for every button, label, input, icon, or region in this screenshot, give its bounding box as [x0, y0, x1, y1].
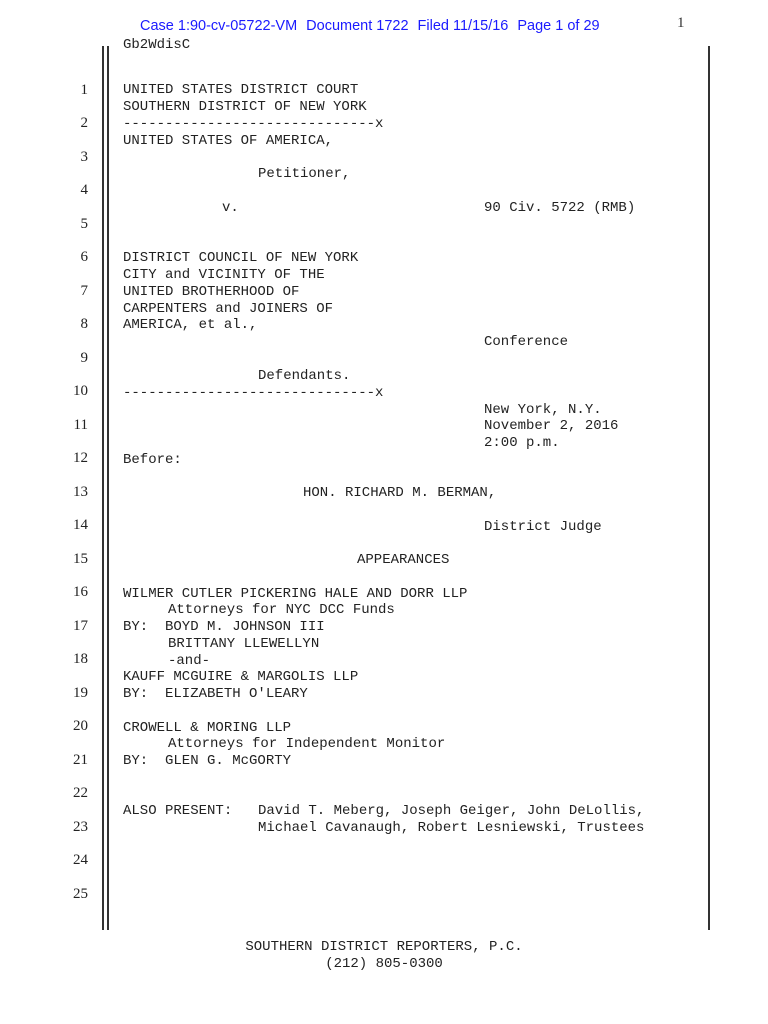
attorney-name: BY: BOYD M. JOHNSON III [123, 619, 325, 635]
line-number: 14 [73, 517, 88, 533]
ecf-header [140, 18, 609, 34]
judge-name: HON. RICHARD M. BERMAN, [303, 485, 497, 501]
line-number: 8 [80, 316, 88, 332]
plaintiff-role: Petitioner, [258, 166, 351, 182]
attorney-name: BY: GLEN G. McGORTY [123, 753, 292, 769]
left-margin-rule-inner [107, 46, 109, 930]
line-number: 25 [73, 886, 88, 902]
case-docket-number: 90 Civ. 5722 (RMB) [484, 200, 636, 216]
line-number: 18 [73, 651, 88, 667]
hearing-time: 2:00 p.m. [484, 435, 560, 451]
hearing-place: New York, N.Y. [484, 402, 602, 418]
appearances-heading: APPEARANCES [357, 552, 450, 568]
case-number: Case 1:90-cv-05722-VM [140, 18, 298, 34]
left-margin-rule-outer [102, 46, 104, 930]
judge-title: District Judge [484, 519, 602, 535]
also-present-label: ALSO PRESENT: [123, 803, 233, 819]
page-count: Page 1 of 29 [517, 18, 600, 34]
page-number: 1 [677, 15, 685, 31]
line-number: 17 [73, 618, 88, 634]
right-margin-rule [708, 46, 710, 930]
line-number: 2 [80, 115, 88, 131]
line-number: 16 [73, 584, 88, 600]
reporter-phone: (212) 805-0300 [325, 956, 443, 972]
attorney-name: BRITTANY LLEWELLYN [168, 636, 320, 652]
caption-separator: ------------------------------x [123, 116, 384, 132]
line-number: 10 [73, 383, 88, 399]
line-number: 9 [80, 350, 88, 366]
line-number: 24 [73, 852, 88, 868]
plaintiff-name: UNITED STATES OF AMERICA, [123, 133, 334, 149]
also-present-names: David T. Meberg, Joseph Geiger, John DeLollis, [258, 803, 645, 819]
law-firm-role: Attorneys for NYC DCC Funds [168, 602, 395, 618]
attorney-name: BY: ELIZABETH O'LEARY [123, 686, 308, 702]
reporter-name: SOUTHERN DISTRICT REPORTERS, P.C. [245, 939, 523, 955]
versus: v. [222, 200, 239, 216]
line-number: 23 [73, 819, 88, 835]
defendant-line4: CARPENTERS and JOINERS OF [123, 301, 334, 317]
line-number: 12 [73, 450, 88, 466]
defendant-line5: AMERICA, et al., [123, 317, 258, 333]
line-number: 7 [80, 283, 88, 299]
line-number: 5 [80, 216, 88, 232]
line-number: 3 [80, 149, 88, 165]
line-number: 20 [73, 718, 88, 734]
law-firm-name: KAUFF MCGUIRE & MARGOLIS LLP [123, 669, 359, 685]
law-firm-name: CROWELL & MORING LLP [123, 720, 292, 736]
also-present-names: Michael Cavanaugh, Robert Lesniewski, Trustees [258, 820, 645, 836]
line-number: 11 [73, 417, 88, 433]
filed-date: Filed 11/15/16 [417, 18, 509, 34]
line-number: 4 [80, 182, 88, 198]
line-number: 15 [73, 551, 88, 567]
line-number: 6 [80, 249, 88, 265]
line-number: 19 [73, 685, 88, 701]
defendant-line3: UNITED BROTHERHOOD OF [123, 284, 300, 300]
defendant-line1: DISTRICT COUNCIL OF NEW YORK [123, 250, 359, 266]
line-number: 1 [80, 82, 88, 98]
caption-separator: ------------------------------x [123, 385, 384, 401]
defendant-role: Defendants. [258, 368, 351, 384]
hearing-date: November 2, 2016 [484, 418, 619, 434]
file-id: Gb2WdisC [123, 37, 191, 53]
proceeding-type: Conference [484, 334, 569, 350]
law-firm-role: Attorneys for Independent Monitor [168, 736, 446, 752]
before-label: Before: [123, 452, 182, 468]
line-number: 13 [73, 484, 88, 500]
law-firm-name: WILMER CUTLER PICKERING HALE AND DORR LLP [123, 586, 468, 602]
document-number: Document 1722 [306, 18, 409, 34]
line-number: 21 [73, 752, 88, 768]
court-name-line1: UNITED STATES DISTRICT COURT [123, 82, 359, 98]
defendant-line2: CITY and VICINITY OF THE [123, 267, 325, 283]
court-name-line2: SOUTHERN DISTRICT OF NEW YORK [123, 99, 367, 115]
line-number: 22 [73, 785, 88, 801]
and-separator: -and- [168, 653, 211, 669]
